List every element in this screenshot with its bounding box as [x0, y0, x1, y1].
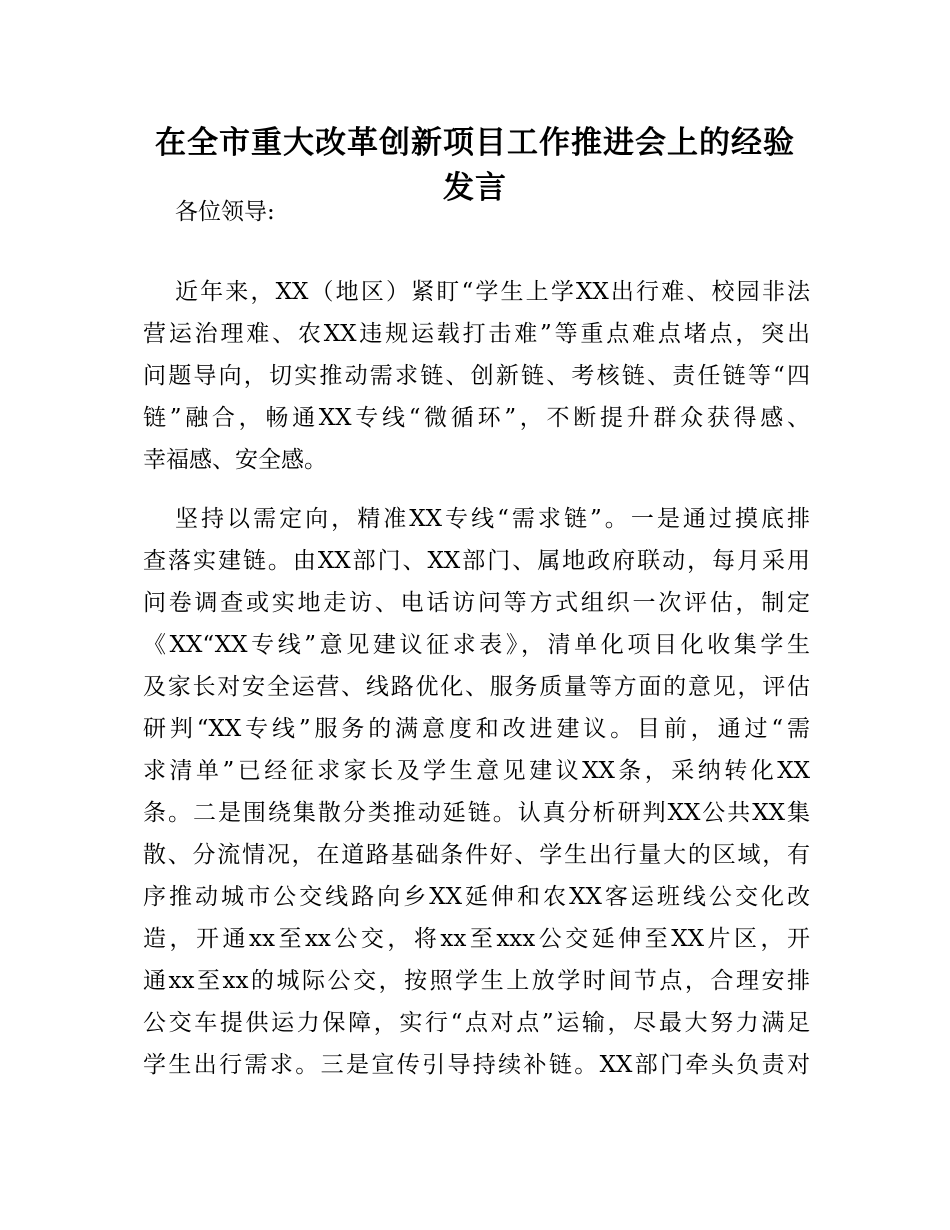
paragraph-1-line-4: 链”融合，畅通XX专线“微循环”，不断提升群众获得感、 [143, 405, 810, 431]
paragraph-2-line-10: 序推动城市公交线路向乡XX延伸和农XX客运班线公交化改 [143, 884, 810, 910]
paragraph-2-line-2: 查落实建链。由XX部门、XX部门、属地政府联动，每月采用 [143, 548, 810, 574]
document-title-line-1: 在全市重大改革创新项目工作推进会上的经验 [155, 125, 795, 161]
document-title-line-2: 发言 [443, 170, 507, 206]
paragraph-2-line-11: 造，开通xx至xx公交，将xx至xxx公交延伸至XX片区，开 [143, 926, 810, 952]
paragraph-2-line-3: 问卷调查或实地走访、电话访问等方式组织一次评估，制定 [143, 590, 810, 616]
paragraph-1-line-5: 幸福感、安全感。 [143, 447, 327, 473]
paragraph-2-line-5: 及家长对安全运营、线路优化、服务质量等方面的意见，评估 [143, 674, 810, 700]
paragraph-2-line-14: 学生出行需求。三是宣传引导持续补链。XX部门牵头负责对 [143, 1052, 810, 1078]
paragraph-2-line-1: 坚持以需定向，精准XX专线“需求链”。一是通过摸底排 [175, 506, 810, 532]
paragraph-2-line-13: 公交车提供运力保障，实行“点对点”运输，尽最大努力满足 [143, 1010, 810, 1036]
paragraph-1-line-2: 营运治理难、农XX违规运载打击难”等重点难点堵点，突出 [143, 321, 810, 347]
paragraph-1-line-1: 近年来，XX（地区）紧盯“学生上学XX出行难、校园非法 [175, 279, 810, 305]
paragraph-2-line-4: 《XX“XX专线”意见建议征求表》，清单化项目化收集学生 [143, 632, 810, 658]
greeting: 各位领导: [175, 199, 275, 225]
paragraph-2-line-8: 条。二是围绕集散分类推动延链。认真分析研判XX公共XX集 [143, 800, 810, 826]
paragraph-2-line-7: 求清单”已经征求家长及学生意见建议XX条，采纳转化XX [143, 758, 810, 784]
paragraph-2-line-6: 研判“XX专线”服务的满意度和改进建议。目前，通过“需 [143, 716, 810, 742]
paragraph-2-line-9: 散、分流情况，在道路基础条件好、学生出行量大的区域，有 [143, 842, 810, 868]
paragraph-2-line-12: 通xx至xx的城际公交，按照学生上放学时间节点，合理安排 [143, 968, 810, 994]
paragraph-1-line-3: 问题导向，切实推动需求链、创新链、考核链、责任链等“四 [143, 363, 810, 389]
